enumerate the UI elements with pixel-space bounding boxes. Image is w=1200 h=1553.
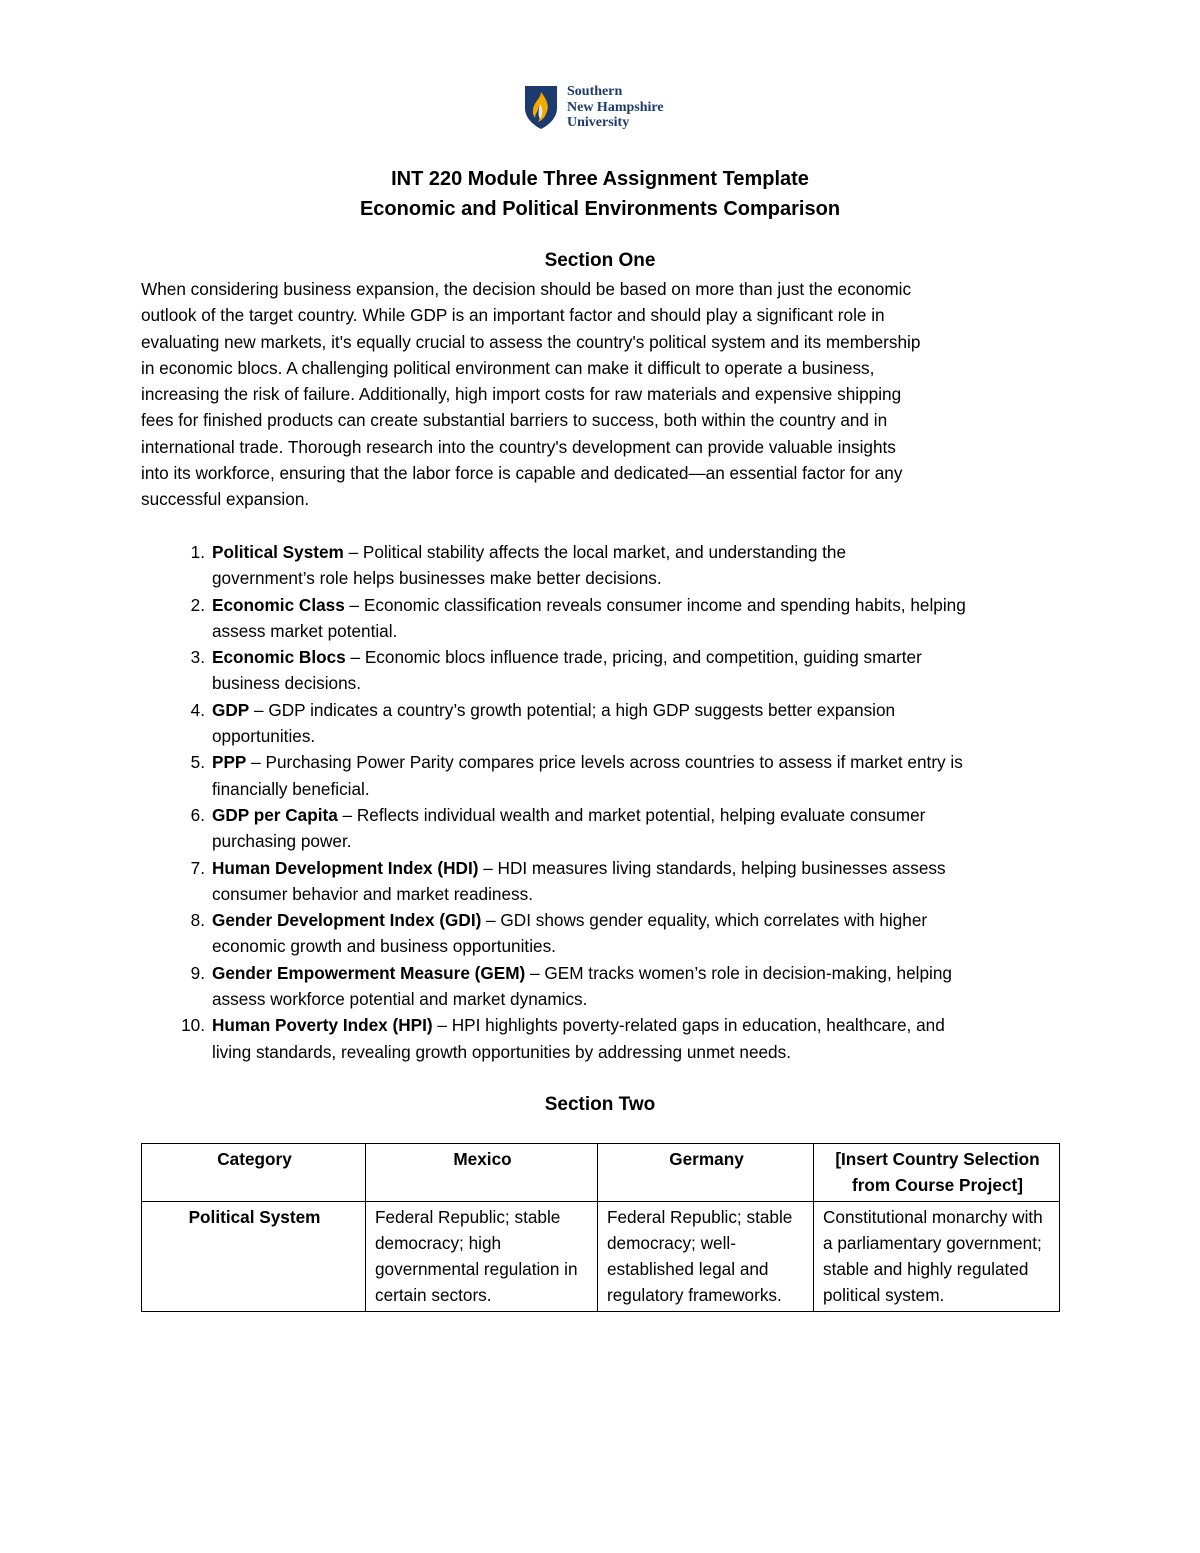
- paragraph-line: international trade. Thorough research into the country's development can provide valuable insights: [141, 436, 896, 457]
- paragraph-line: outlook of the target country. While GDP is an important factor and should play a significant role in: [141, 305, 885, 326]
- list-desc: – HDI measures living standards, helping businesses assess: [478, 857, 946, 878]
- list-number: 10.: [181, 1015, 205, 1036]
- header-mexico: Mexico: [366, 1144, 598, 1202]
- list-item: [141, 802, 1071, 855]
- list-number: 4.: [190, 699, 205, 720]
- list-item: [141, 960, 1071, 1013]
- list-desc: – GEM tracks women’s role in decision-making, helping: [525, 962, 952, 983]
- list-item: [141, 697, 1071, 750]
- list-term: GDP per Capita: [212, 804, 338, 825]
- list-number: 1.: [190, 542, 205, 562]
- list-desc: – Economic classification reveals consumer income and spending habits, helping: [344, 594, 966, 615]
- comparison-table: [141, 1143, 1060, 1312]
- list-desc: – GDI shows gender equality, which correlates with higher: [481, 910, 928, 931]
- section-two-heading: Section Two: [544, 1094, 656, 1115]
- cell-germany: Federal Republic; stable democracy; well-established legal and regulatory frameworks.: [598, 1201, 814, 1311]
- paragraph-line: successful expansion.: [141, 489, 310, 510]
- list-desc: – HPI highlights poverty-related gaps in education, healthcare, and: [432, 1015, 945, 1036]
- section-one-heading: Section One: [544, 250, 656, 271]
- list-desc-cont: business decisions.: [212, 673, 362, 694]
- list-term: Gender Empowerment Measure (GEM): [212, 962, 526, 983]
- list-desc: – Economic blocs influence trade, pricing, and competition, guiding smarter: [345, 647, 922, 668]
- list-number: 3.: [190, 647, 205, 668]
- paragraph-line: in economic blocs. A challenging political environment can make it difficult to operate a business,: [141, 357, 875, 378]
- university-logo: [523, 84, 693, 132]
- cell-selection: Constitutional monarchy with a parliamentary government; stable and highly regulated political system.: [814, 1201, 1060, 1311]
- logo-line-1: Southern: [567, 84, 623, 99]
- list-term: Economic Blocs: [212, 647, 346, 668]
- list-term: Human Poverty Index (HPI): [212, 1015, 433, 1036]
- list-number: 5.: [190, 752, 205, 773]
- list-number: 2.: [190, 594, 205, 615]
- factor-list: [141, 539, 1071, 1065]
- list-item: [141, 644, 1071, 697]
- logo-line-2: New Hampshire: [567, 99, 664, 115]
- table-row: [142, 1201, 1060, 1311]
- cell-mexico: Federal Republic; stable democracy; high governmental regulation in certain sectors.: [366, 1201, 598, 1311]
- list-desc-cont: assess market potential.: [212, 620, 398, 641]
- list-item: [141, 1012, 1071, 1065]
- list-desc-cont: financially beneficial.: [212, 778, 370, 799]
- paragraph-line: into its workforce, ensuring that the labor force is capable and dedicated—an essential factor for any: [141, 463, 903, 484]
- list-desc-cont: assess workforce potential and market dynamics.: [212, 989, 588, 1010]
- list-term: Human Development Index (HDI): [212, 857, 479, 878]
- paragraph-line: When considering business expansion, the decision should be based on more than just the economic: [141, 279, 912, 299]
- list-term: PPP: [212, 752, 247, 773]
- header-germany: Germany: [598, 1144, 814, 1202]
- list-desc: – Political stability affects the local market, and understanding the: [343, 542, 847, 562]
- list-desc-cont: purchasing power.: [212, 831, 352, 852]
- paragraph-line: fees for finished products can create substantial barriers to success, both within the country and in: [141, 410, 888, 431]
- list-desc: – GDP indicates a country’s growth potential; a high GDP suggests better expansion: [249, 699, 896, 720]
- list-desc-cont: government’s role helps businesses make better decisions.: [212, 568, 662, 589]
- list-desc-cont: living standards, revealing growth opportunities by addressing unmet needs.: [212, 1041, 791, 1062]
- list-number: 9.: [190, 962, 205, 983]
- list-desc: – Reflects individual wealth and market potential, helping evaluate consumer: [337, 804, 926, 825]
- document-subtitle: Economic and Political Environments Comparison: [359, 198, 841, 220]
- list-desc-cont: consumer behavior and market readiness.: [212, 883, 533, 904]
- shield-flame-icon: [523, 84, 559, 130]
- list-item: [141, 749, 1071, 802]
- list-number: 6.: [190, 804, 205, 825]
- table-header-row: [142, 1144, 1060, 1202]
- list-desc-cont: economic growth and business opportunities.: [212, 936, 556, 957]
- list-item: [141, 539, 1071, 592]
- list-number: 8.: [190, 910, 205, 931]
- list-item: [141, 592, 1071, 645]
- paragraph-line: increasing the risk of failure. Additionally, high import costs for raw materials and expensive shipping: [141, 384, 902, 405]
- document-title: INT 220 Module Three Assignment Template: [391, 168, 809, 190]
- list-item: [141, 907, 1071, 960]
- list-number: 7.: [190, 857, 205, 878]
- paragraph-line: evaluating new markets, it's equally crucial to assess the country's political system and its membership: [141, 331, 921, 352]
- list-item: [141, 855, 1071, 908]
- list-term: Political System: [212, 542, 344, 562]
- list-desc: – Purchasing Power Parity compares price levels across countries to assess if market entry is: [246, 752, 963, 773]
- list-term: Economic Class: [212, 594, 345, 615]
- list-term: Gender Development Index (GDI): [212, 910, 482, 931]
- list-desc-cont: opportunities.: [212, 726, 316, 747]
- header-selection: [Insert Country Selection from Course Project]: [814, 1144, 1060, 1202]
- section-one-paragraph: [141, 276, 1066, 513]
- logo-line-3: University: [567, 115, 630, 130]
- list-term: GDP: [212, 699, 250, 720]
- header-category: Category: [142, 1144, 366, 1202]
- logo-wordmark: [567, 84, 664, 131]
- cell-category: Political System: [142, 1201, 366, 1311]
